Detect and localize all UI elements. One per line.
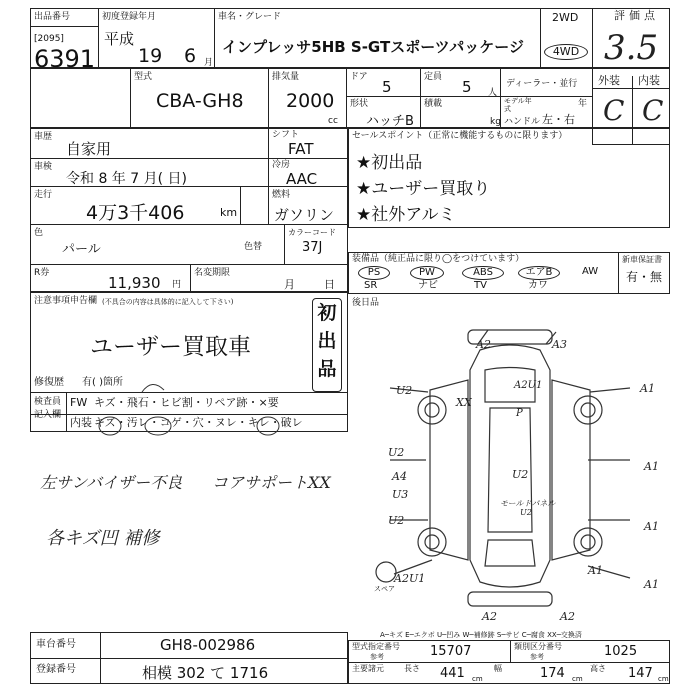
repair-label: 修復歴 bbox=[34, 377, 64, 388]
month-unit: 月 bbox=[204, 58, 214, 68]
year-unit: 年 bbox=[578, 99, 588, 109]
load-label: 積載 bbox=[424, 99, 443, 109]
sales-point-2: ★ユーザー買取り bbox=[356, 179, 491, 199]
mileage-label: 走行 bbox=[34, 190, 53, 200]
repair: 有( )箇所 bbox=[82, 377, 123, 388]
length-label: 長さ bbox=[404, 664, 420, 673]
height-label: 高さ bbox=[590, 664, 606, 673]
mark-rear-right: A1 bbox=[644, 578, 659, 591]
handwritten-note-3: 各キズ凹 補修 bbox=[46, 528, 160, 549]
lot-number: 6391 bbox=[34, 45, 96, 73]
notes-sub: (不具合の内容は具体的に記入して下さい) bbox=[102, 298, 234, 306]
sales-point-3: ★社外アルミ bbox=[356, 205, 456, 225]
width: 174 bbox=[540, 666, 565, 681]
width-label: 幅 bbox=[494, 664, 502, 673]
name-change-month: 月 bbox=[284, 278, 295, 291]
shape-label: 形状 bbox=[350, 99, 369, 109]
color-code: 37J bbox=[302, 240, 323, 255]
type-spec-label: 型式指定番号 bbox=[352, 642, 400, 651]
type-code: CBA-GH8 bbox=[156, 90, 244, 112]
grade-label: 評価点 bbox=[614, 9, 659, 22]
fuel-label: 燃料 bbox=[272, 190, 291, 200]
center-label: モールドパネル bbox=[500, 499, 556, 508]
mark-right-rear: A1 bbox=[644, 520, 659, 533]
lot-label: 出品番号 bbox=[34, 12, 71, 22]
color-code-label: カラーコード bbox=[288, 228, 336, 237]
equip-leather: カワ bbox=[528, 280, 548, 291]
disp-unit: cc bbox=[328, 116, 338, 126]
era: 平成 bbox=[104, 30, 135, 48]
sales-label: セールスポイント（正常に機能するものに限ります） bbox=[352, 131, 568, 141]
doors: 5 bbox=[382, 78, 392, 96]
mark-hood-left: XX bbox=[456, 396, 472, 409]
int-label: 内装 bbox=[638, 74, 660, 87]
fuel: ガソリン bbox=[274, 206, 335, 224]
equip-tv: TV bbox=[474, 280, 487, 291]
model-name: インプレッサ5HB S-GTスポーツパッケージ bbox=[222, 38, 525, 56]
length-unit: cm bbox=[472, 675, 483, 683]
mark-left-u3: U3 bbox=[392, 488, 409, 501]
mileage-unit: km bbox=[220, 206, 238, 219]
recycle: 11,930 bbox=[108, 274, 161, 292]
warranty: 有・無 bbox=[626, 270, 663, 284]
history-label: 車歴 bbox=[34, 132, 53, 142]
stamp-char-2: 出 bbox=[317, 330, 337, 352]
reg-year: 19 bbox=[138, 45, 163, 67]
first-reg-label: 初度登録年月 bbox=[102, 12, 157, 22]
model-label: 車名・グレード bbox=[218, 12, 282, 22]
cap-label: 定員 bbox=[424, 72, 443, 82]
inspect-row1: キズ・飛石・ヒビ割・リペア跡・×要 bbox=[94, 396, 279, 409]
chassis: GH8-002986 bbox=[160, 636, 256, 654]
displacement: 2000 bbox=[286, 90, 335, 112]
capacity: 5 bbox=[462, 78, 472, 96]
mark-rear-left: A2U1 bbox=[394, 572, 426, 585]
equip-aw: AW bbox=[582, 266, 599, 277]
equip-sr: SR bbox=[364, 280, 378, 291]
equip-pw: PW bbox=[410, 266, 444, 280]
color-label: 色 bbox=[34, 228, 44, 238]
history-value: 自家用 bbox=[66, 140, 112, 158]
name-change-day: 日 bbox=[324, 278, 335, 291]
mark-top-left: A2 bbox=[476, 338, 491, 351]
inspect-row2-label: 内装 bbox=[70, 416, 92, 429]
score: 3.5 bbox=[604, 28, 659, 68]
dealer-label: ディーラー・並行 bbox=[506, 79, 578, 89]
diagram-legend: A─キズ E─エクボ U─凹み W─補修跡 S─サビ C─腐食 XX─交換済 bbox=[380, 631, 582, 639]
type-spec: 15707 bbox=[430, 644, 472, 659]
equip-airbag: エアB bbox=[518, 266, 560, 280]
mark-roof-p: P bbox=[516, 408, 523, 419]
drive-2wd: 2WD bbox=[552, 11, 579, 24]
height-unit: cm bbox=[658, 675, 669, 683]
mark-front-right: A1 bbox=[640, 382, 655, 395]
mark-left-a4: A4 bbox=[392, 470, 407, 483]
handwritten-note-1: 左サンバイザー不良 bbox=[40, 473, 183, 492]
stamp-char-1: 初 bbox=[317, 302, 337, 324]
handle: 左・右 bbox=[542, 113, 575, 126]
width-unit: cm bbox=[572, 675, 583, 683]
ext-label: 外装 bbox=[598, 74, 620, 87]
sales-point-1: ★初出品 bbox=[356, 153, 423, 173]
ext-grade: C bbox=[603, 94, 625, 127]
notes-label: 注意事項申告欄 bbox=[34, 296, 98, 306]
chassis-label: 車台番号 bbox=[36, 639, 76, 650]
recycle-label: R券 bbox=[34, 268, 50, 278]
inspect-row1-label: FW bbox=[70, 396, 88, 409]
mark-hood: A2U1 bbox=[514, 380, 543, 391]
equipment-label: 装備品（純正品に限り◯をつけています） bbox=[352, 254, 525, 264]
plate-label: 登録番号 bbox=[36, 664, 76, 675]
shift-label: シフト bbox=[272, 130, 300, 140]
inspection-label: 車検 bbox=[34, 162, 53, 172]
cool: AAC bbox=[286, 170, 318, 188]
inspect-label: 検査員記入欄 bbox=[34, 397, 62, 420]
disp-label: 排気量 bbox=[272, 72, 300, 82]
cap-unit: 人 bbox=[488, 88, 498, 98]
mark-rear-fender: A1 bbox=[588, 564, 603, 577]
class: 1025 bbox=[604, 644, 638, 659]
mark-top-right: A3 bbox=[552, 338, 567, 351]
shape: ハッチB bbox=[366, 114, 414, 129]
color: パール bbox=[62, 242, 101, 257]
inspection: 令和 8 年 7 月( 日) bbox=[66, 171, 187, 187]
mileage: 4万3千406 bbox=[86, 202, 185, 224]
mark-roof: U2 bbox=[512, 468, 529, 481]
equip-navi: ナビ bbox=[418, 280, 438, 291]
shift: FAT bbox=[288, 140, 314, 158]
cool-label: 冷房 bbox=[272, 160, 291, 170]
name-change-label: 名変期限 bbox=[194, 268, 231, 278]
load-unit: kg bbox=[490, 117, 501, 127]
type-label: 型式 bbox=[134, 72, 153, 82]
diagram-label: 後日品 bbox=[352, 298, 380, 308]
plate: 相模 302 て 1716 bbox=[142, 664, 269, 682]
model-year-label: モデル年式 bbox=[504, 97, 532, 113]
mark-trunk: U2 bbox=[520, 508, 532, 517]
dims-label: 主要諸元 bbox=[352, 664, 384, 673]
inspect-row2: キズ・汚レ・コゲ・穴・ヌレ・キレ・破レ bbox=[94, 416, 303, 429]
mark-left-rear-door: U2 bbox=[388, 514, 405, 527]
door-label: ドア bbox=[350, 72, 368, 82]
reg-month: 6 bbox=[184, 45, 197, 67]
int-grade: C bbox=[642, 94, 664, 127]
stamp-char-3: 品 bbox=[317, 358, 337, 380]
color-change-label: 色替 bbox=[244, 242, 263, 252]
type-spec-ref: 参考 bbox=[370, 653, 384, 661]
drive-4wd: 4WD bbox=[544, 44, 588, 60]
notes-handwriting-circles bbox=[30, 292, 350, 442]
mark-left-door: U2 bbox=[388, 446, 405, 459]
lot-sub: [2095] bbox=[34, 34, 64, 44]
handle-label: ハンドル bbox=[504, 117, 541, 127]
notes-main: ユーザー買取車 bbox=[90, 334, 251, 360]
spare-label: スペア bbox=[374, 585, 395, 593]
equip-abs: ABS bbox=[462, 266, 504, 280]
handwritten-note-2: コアサポートXX bbox=[212, 473, 331, 492]
height: 147 bbox=[628, 666, 653, 681]
mark-rear-bumper-right: A2 bbox=[560, 610, 575, 623]
mark-front-left: U2 bbox=[396, 384, 413, 397]
class-label: 類別区分番号 bbox=[514, 642, 562, 651]
class-ref: 参考 bbox=[530, 653, 544, 661]
length: 441 bbox=[440, 666, 465, 681]
recycle-unit: 円 bbox=[172, 280, 182, 290]
mark-right-door: A1 bbox=[644, 460, 659, 473]
mark-rear-bumper-left: A2 bbox=[482, 610, 497, 623]
equip-ps: PS bbox=[358, 266, 390, 280]
warranty-label: 新車保証書 bbox=[622, 255, 662, 264]
